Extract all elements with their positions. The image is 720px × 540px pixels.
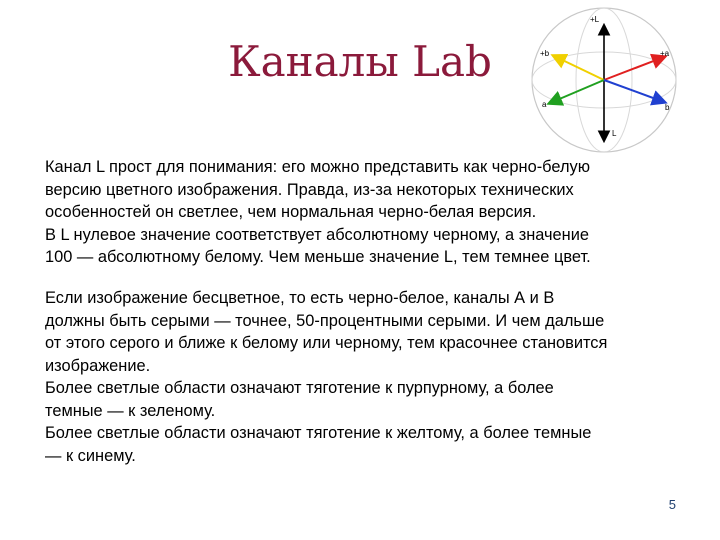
label-l: L <box>612 129 617 138</box>
text-line: от этого серого и ближе к белому или черному, тем красочнее становится <box>45 334 608 352</box>
text-line: 100 — абсолютному белому. Чем меньше значение L, тем темнее цвет. <box>45 248 591 266</box>
text-line: Если изображение бесцветное, то есть черно-белое, каналы А и В <box>45 289 555 307</box>
lab-color-sphere-diagram <box>528 0 698 160</box>
paragraph-ab-channels <box>45 287 607 467</box>
label-plus-b: +b <box>540 49 550 58</box>
text-line: Канал L прост для понимания: его можно представить как черно-белую <box>45 158 590 176</box>
slide-title: Каналы Lab <box>228 37 492 86</box>
text-line: изображение. <box>45 356 151 375</box>
text-line: Более светлые области означают тяготение к желтому, а более темные <box>45 424 592 442</box>
page-number: 5 <box>668 497 676 512</box>
text-line: Более светлые области означают тяготение к пурпурному, а более <box>45 379 554 397</box>
text-line: должны быть серыми — точнее, 50-процентными серыми. И чем дальше <box>45 311 605 330</box>
text-line: особенностей он светлее, чем нормальная черно-белая версия. <box>45 203 537 221</box>
text-line: — к синему. <box>45 446 136 465</box>
label-b: b <box>665 103 670 112</box>
paragraph-l-channel <box>45 156 591 269</box>
label-plus-l: +L <box>590 15 600 24</box>
yellow-axis-arrow <box>554 56 604 80</box>
blue-axis-arrow <box>604 80 664 102</box>
text-line: темные — к зеленому. <box>45 401 216 420</box>
text-line: В L нулевое значение соответствует абсолютному черному, а значение <box>45 225 589 244</box>
red-axis-arrow <box>604 57 664 80</box>
text-line: версию цветного изображения. Правда, из-за некоторых технических <box>45 180 574 199</box>
label-plus-a: +a <box>660 49 670 58</box>
label-a: a <box>542 100 547 109</box>
